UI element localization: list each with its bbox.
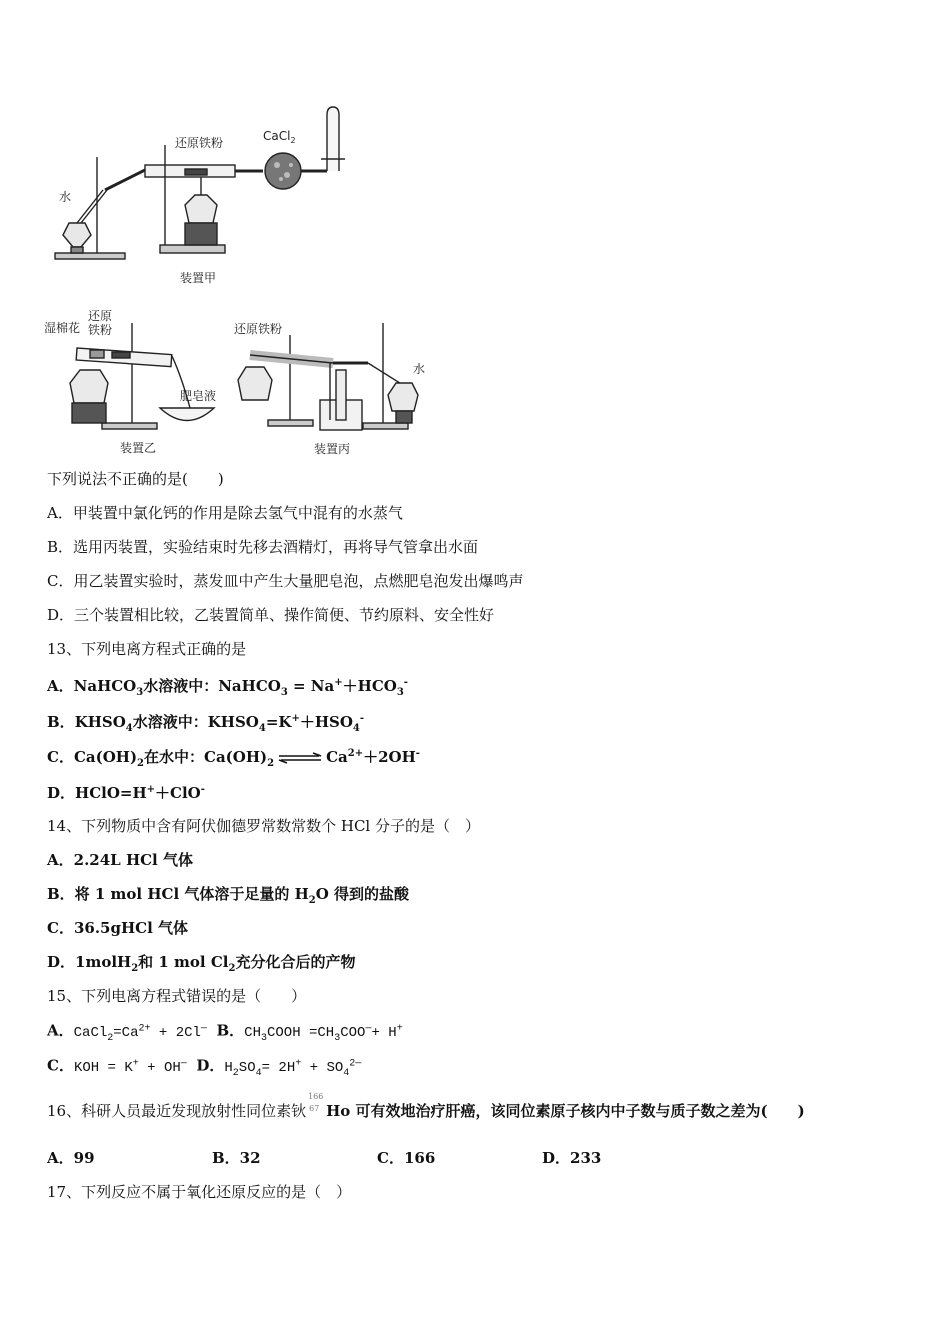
q17-stem: 17、下列反应不属于氧化还原反应的是（ ） — [47, 1183, 352, 1201]
q14-option-d: D．1molH$_2$和 1 mol $Cl_2$充分化合后的产物 — [47, 953, 356, 974]
label-shi-mianhua: 湿棉花 — [44, 321, 81, 335]
q16-option-c: C．166 — [377, 1149, 436, 1167]
apparatus-jia-figure — [45, 95, 365, 290]
q12-option-b: B．选用丙装置，实验结束时先移去酒精灯，再将导气管拿出水面 — [47, 538, 479, 556]
q12-option-c: C．用乙装置实验时，蒸发皿中产生大量肥皂泡，点燃肥皂泡发出爆鸣声 — [47, 572, 524, 590]
q16-atomic-number: 67 — [309, 1104, 320, 1113]
label-water-bing: 水 — [413, 362, 426, 376]
q14-stem: 14、下列物质中含有阿伏伽德罗常数常数个 HCl 分子的是（ ） — [47, 817, 480, 835]
svg-text:CaCl2 — [263, 129, 296, 145]
label-feizaoye: 肥皂液 — [180, 389, 217, 403]
q16-option-d: D．233 — [542, 1149, 602, 1167]
caption-yi: 装置乙 — [120, 441, 157, 455]
q16-option-b: B．32 — [212, 1149, 261, 1167]
q15-options-cd: C．KOH = K+ + OH— D．$H_2SO_4= 2H^+ + SO_4^{2—}$ — [47, 1056, 362, 1079]
q13-option-a: A．NaHCO$_3$水溶液中：NaHCO$_3$ = $Na^++HCO_3^-$ — [47, 677, 408, 698]
apparatus-bing-figure — [228, 315, 433, 458]
q13-stem: 13、下列电离方程式正确的是 — [47, 640, 247, 658]
q13-option-c: C．$Ca(OH)_2$在水中：$Ca(OH)_2$ $Ca^{2+}+2OH^-$ — [47, 748, 420, 769]
q16-options — [47, 1148, 601, 1168]
q13-option-d: D．HClO=H+＋ClO- — [47, 784, 205, 802]
label-water-jia: 水 — [59, 190, 72, 204]
q16-stem: 16、科研人员最近发现放射性同位素钬 166 67 Ho 可有效地治疗肝癌，该同位素原子核内中子数与质子数之差为( ) — [47, 1101, 805, 1121]
apparatus-yi-figure — [42, 308, 232, 458]
label-huanyuan-2: 铁粉 — [88, 323, 113, 337]
q14-option-c: C．36.5gHCl 气体 — [47, 919, 188, 937]
q16-option-a: A．99 — [47, 1149, 95, 1167]
q15-options-ab: A．$CaCl_2=Ca^{2+} + 2Cl^—$ B．$CH_3COOH =CH_3COO^—+ H^+$ — [47, 1021, 403, 1044]
label-huanyuan-tiefen: 还原铁粉 — [175, 136, 224, 150]
label-cacl2: CaCl — [263, 129, 291, 143]
label-huanyuan-1: 还原 — [88, 309, 113, 323]
q12-stem: 下列说法不正确的是( ) — [47, 470, 224, 488]
q14-option-b: B．将 1 mol HCl 气体溶于足量的 $H_2O$ 得到的盐酸 — [47, 885, 410, 906]
q15-stem: 15、下列电离方程式错误的是（ ） — [47, 987, 307, 1005]
reversible-arrow-icon — [277, 752, 323, 764]
q16-mass-number: 166 — [308, 1092, 324, 1101]
q12-option-a: A．甲装置中氯化钙的作用是除去氢气中混有的水蒸气 — [47, 504, 403, 522]
caption-jia: 装置甲 — [180, 271, 217, 285]
q14-option-a: A．2.24L HCl 气体 — [47, 851, 193, 869]
q13-option-b: B．$KHSO_4$水溶液中：$KHSO_4=K^++HSO_4^-$ — [47, 713, 365, 734]
caption-bing: 装置丙 — [314, 442, 351, 456]
label-cacl2-sub: 2 — [290, 136, 296, 145]
label-huanyuan-tiefen-bing: 还原铁粉 — [234, 322, 283, 336]
q12-option-d: D．三个装置相比较，乙装置简单、操作简便、节约原料、安全性好 — [47, 606, 495, 624]
